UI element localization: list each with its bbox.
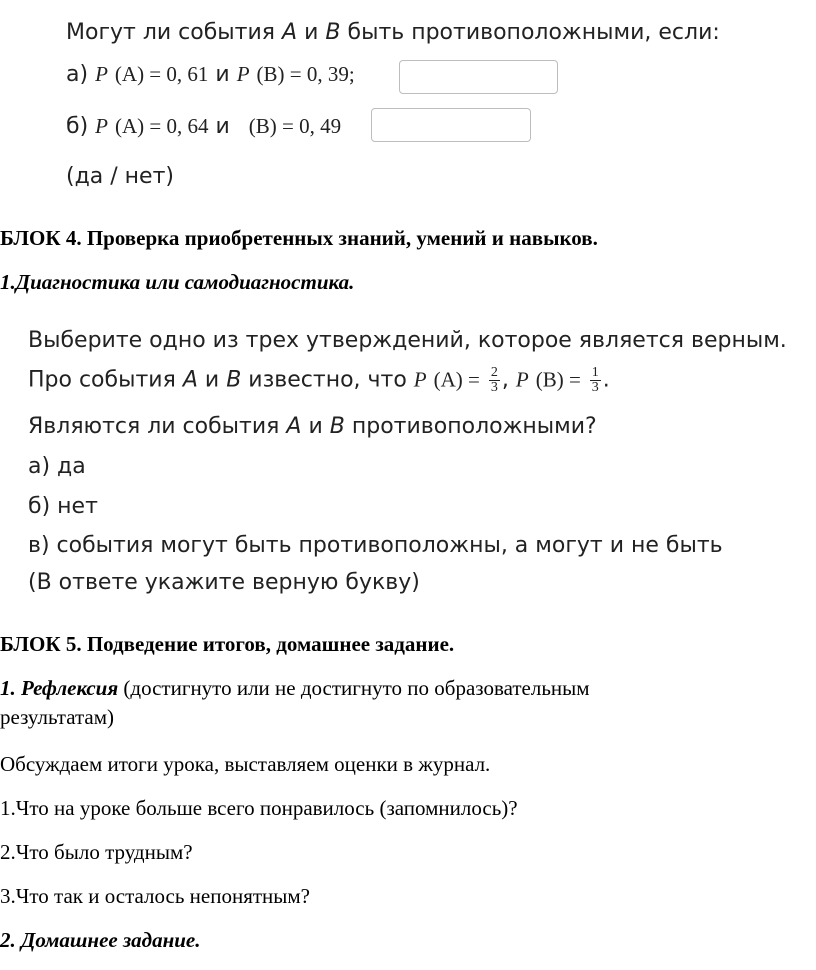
and-word: и bbox=[308, 414, 323, 439]
math-expression: (B) = 0, 39; bbox=[256, 62, 355, 86]
task2-option-a: а) да bbox=[28, 454, 86, 479]
and-word: и bbox=[204, 367, 220, 393]
math-expression: (B) = bbox=[535, 367, 581, 392]
task1-question bbox=[66, 20, 720, 45]
comma: , bbox=[501, 367, 509, 393]
math-expression: (B) = 0, 49 bbox=[248, 114, 342, 138]
reflection-label: 1. Рефлексия bbox=[0, 676, 119, 700]
task1-question-text: Могут ли события bbox=[66, 20, 276, 45]
and-word: и bbox=[215, 62, 230, 87]
math-expression: (A) = bbox=[433, 367, 480, 392]
fraction-numerator: 2 bbox=[490, 365, 498, 380]
block4-heading: БЛОК 4. Проверка приобретенных знаний, умений и навыков. bbox=[0, 226, 598, 250]
prob-symbol: P bbox=[236, 62, 250, 86]
prob-symbol: P bbox=[413, 367, 427, 392]
task2-instruction: (В ответе укажите верную букву) bbox=[28, 570, 420, 595]
task2-text: известно, что bbox=[248, 367, 407, 393]
fraction-denominator: 3 bbox=[490, 380, 498, 395]
event-b-label: B bbox=[329, 414, 345, 439]
and-word: и bbox=[304, 20, 319, 45]
fraction-denominator: 3 bbox=[591, 380, 599, 395]
block5-heading: БЛОК 5. Подведение итогов, домашнее задание. bbox=[0, 632, 455, 656]
question-3: 3.Что так и осталось непонятным? bbox=[0, 884, 311, 908]
task1-question-end: быть противоположными, если: bbox=[347, 20, 720, 45]
task1-option-b bbox=[66, 114, 341, 139]
math-expression: (A) = 0, 61 bbox=[114, 62, 209, 86]
fraction-numerator: 1 bbox=[591, 365, 599, 380]
reflection-line2: результатам) bbox=[0, 705, 115, 729]
reflection-line bbox=[0, 676, 590, 701]
event-b-label: B bbox=[325, 20, 341, 45]
question-2: 2.Что было трудным? bbox=[0, 840, 193, 864]
task2-line3 bbox=[28, 414, 597, 439]
prob-symbol: P bbox=[95, 114, 108, 138]
task2-text: противоположными? bbox=[351, 414, 597, 439]
prob-symbol: P bbox=[95, 62, 108, 86]
task2-text: Являются ли события bbox=[28, 414, 280, 439]
fraction-one-third bbox=[590, 366, 601, 395]
task2-line2 bbox=[28, 366, 610, 395]
period: . bbox=[602, 367, 610, 393]
task1-option-a bbox=[66, 62, 355, 87]
answer-input-b[interactable] bbox=[371, 108, 531, 142]
task2-line1: Выберите одно из трех утверждений, которое является верным. bbox=[28, 328, 787, 353]
answer-input-a[interactable] bbox=[399, 60, 558, 94]
task2-option-b: б) нет bbox=[28, 494, 98, 519]
option-b-label: б) bbox=[66, 114, 89, 139]
discuss-text: Обсуждаем итоги урока, выставляем оценки в журнал. bbox=[0, 752, 491, 776]
homework-heading: 2. Домашнее задание. bbox=[0, 928, 201, 952]
task1-hint: (да / нет) bbox=[66, 164, 174, 189]
task2-text: Про события bbox=[28, 367, 176, 393]
option-a-label: а) bbox=[66, 62, 89, 87]
math-expression: (A) = 0, 64 bbox=[114, 114, 209, 138]
event-a-label: A bbox=[282, 20, 298, 45]
block4-subheading: 1.Диагностика или самодиагностика. bbox=[0, 270, 355, 294]
fraction-two-thirds bbox=[489, 366, 500, 395]
event-a-label: A bbox=[182, 367, 198, 393]
event-a-label: A bbox=[286, 414, 302, 439]
event-b-label: B bbox=[226, 367, 242, 393]
and-word: и bbox=[215, 114, 230, 139]
prob-symbol: P bbox=[515, 367, 529, 392]
reflection-text: (достигнуто или не достигнуто по образовательным bbox=[118, 676, 590, 700]
task2-option-c: в) события могут быть противоположны, а могут и не быть bbox=[28, 533, 723, 558]
question-1: 1.Что на уроке больше всего понравилось (запомнилось)? bbox=[0, 796, 518, 820]
